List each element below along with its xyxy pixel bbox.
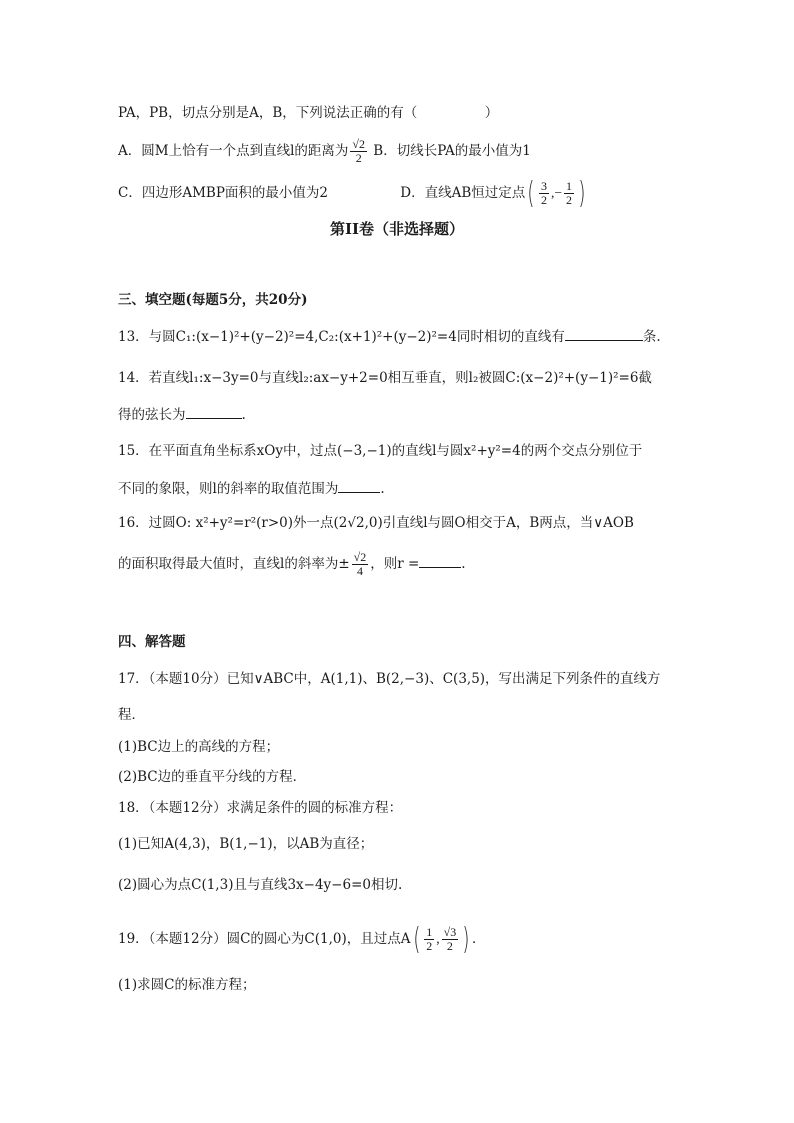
q14-line1: 14．若直线l₁:x−3y=0与直线l₂:ax−y+2=0相互垂直，则l₂被圆C:(x−2)²+(y−1)²=6截 [118,370,652,386]
q13: 13．与圆C₁:(x−1)²+(y−2)²=4,C₂:(x+1)²+(y−2)²=4同时相切的直线有 条. [118,326,661,347]
q19-sub1: (1)求圆C的标准方程； [118,977,256,993]
q12-option-a: A．圆M上恰有一个点到直线l的距离为 [118,143,349,159]
q16-answer-blank[interactable] [419,553,461,568]
q13-answer-blank[interactable] [565,326,643,341]
q15-line2: 不同的象限，则l的斜率的取值范围为 . [118,478,385,499]
q17-line2: 程． [118,707,145,723]
q12-option-b: B．切线长PA的最小值为1 [373,143,531,159]
q12-option-a-fraction: $\frac{√2}{2}$ [352,137,365,165]
q16-line2: 的面积取得最大值时，直线l的斜率为± $\frac{√2}{4}$ ，则r = . [118,550,466,578]
q14-line2: 得的弦长为 . [118,404,246,425]
q16-line1: 16．过圆O: x²+y²=r²(r>0)外一点(2√2,0)引直线l与圆O相交于A，B两点，当∨AOB [118,515,634,531]
q14-answer-blank[interactable] [186,404,242,419]
q17-line1: 17．（本题10分）已知∨ABC中，A(1,1)、B(2,−3)、C(3,5)，写出满足下列条件的直线方 [118,671,661,687]
q15-line1: 15．在平面直角坐标系xOy中，过点(−3,−1)的直线l与圆x²+y²=4的两个交点分别位于 [118,443,643,459]
q12-option-d-fraction-1: $\frac{3}{2}$ [541,179,548,207]
section3-title: 三、填空题(每题5分，共20分) [118,292,308,308]
q18-line1: 18．（本题12分）求满足条件的圆的标准方程： [118,800,403,816]
part2-title: 第II卷（非选择题） [329,220,465,238]
q12-options-row1 [118,138,531,165]
q12-stem: PA，PB，切点分别是A，B，下列说法正确的有（ ） [118,105,499,121]
q16-fraction: $\frac{√2}{4}$ [353,550,367,578]
q12-option-c: C．四边形AMBP面积的最小值为2 [118,185,328,201]
q19-fraction-2: $\frac{√3}{2}$ [443,925,457,953]
q19-fraction-1: $\frac{1}{2}$ [426,925,433,953]
q18-sub1: (1)已知A(4,3)，B(1,−1)，以AB为直径； [118,836,374,852]
q12-options-row2: C．四边形AMBP面积的最小值为2 D．直线AB恒过定点( $\frac{3}{2}$ ,− $\frac{1}{2}$ ) [118,175,586,211]
q17-sub1: (1)BC边上的高线的方程； [118,739,280,755]
q19-line1: 19．（本题12分）圆C的圆心为C(1,0)，且过点A( $\frac{1}{2}$ , $\frac{√3}{2}$ ) ． [118,921,486,957]
q17-sub2: (2)BC边的垂直平分线的方程． [118,769,307,785]
q12-option-d: D．直线AB恒过定点 [400,185,526,201]
q12-option-d-fraction-2: $\frac{1}{2}$ [566,179,573,207]
q18-sub2: (2)圆心为点C(1,3)且与直线3x−4y−6=0相切. [118,877,403,893]
q15-answer-blank[interactable] [338,478,380,493]
section4-title: 四、解答题 [118,634,186,650]
